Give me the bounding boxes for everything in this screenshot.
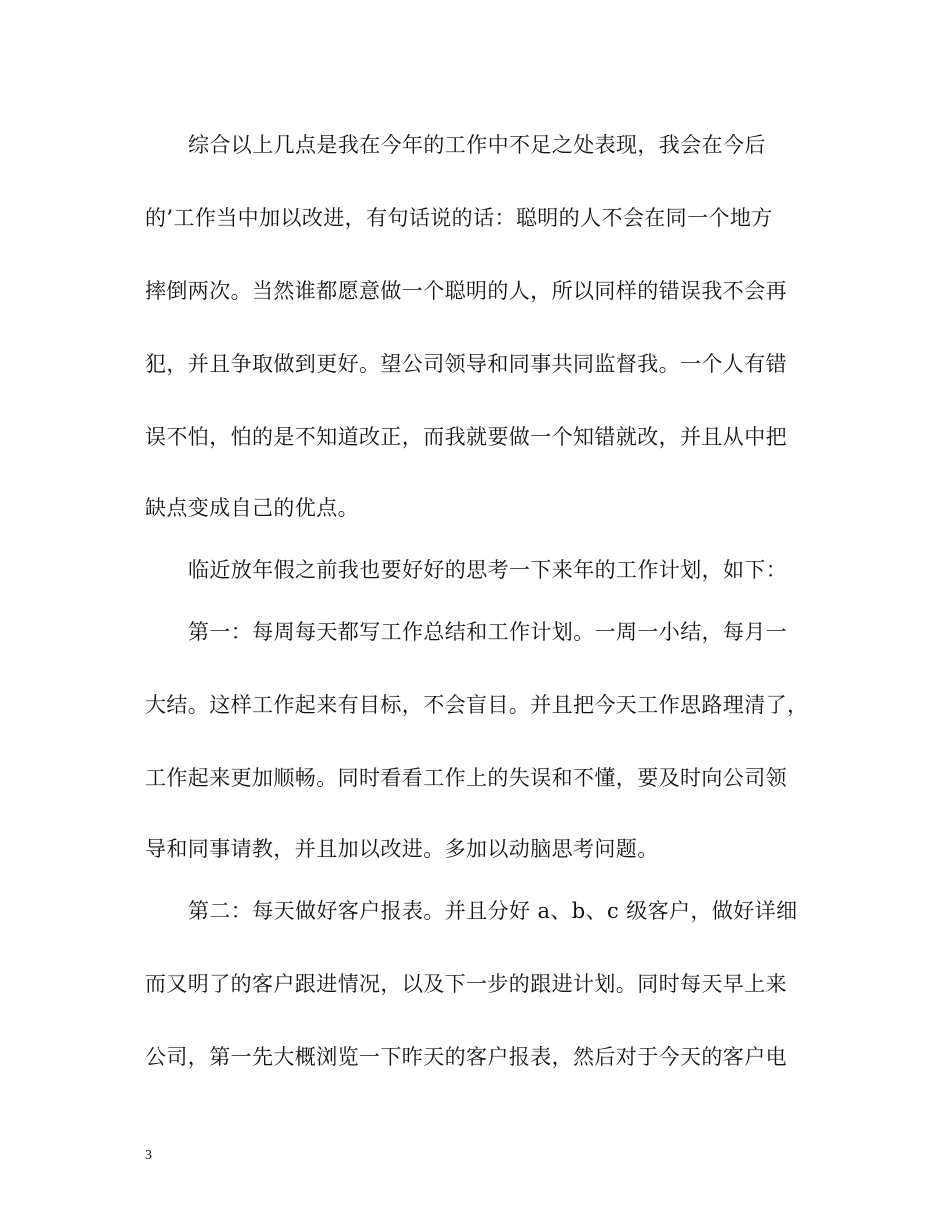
paragraph-line: 第二：每天做好客户报表。并且分好 a、b、c 级客户，做好详细 [188, 899, 798, 923]
paragraph-line: 而又明了的客户跟进情况，以及下一步的跟进计划。同时每天早上来 [145, 972, 787, 996]
paragraph-line: 的’工作当中加以改进，有句话说的话：聪明的人不会在同一个地方 [145, 206, 773, 230]
paragraph-line: 缺点变成自己的优点。 [145, 496, 359, 520]
paragraph-line: 误不怕，怕的是不知道改正，而我就要做一个知错就改，并且从中把 [145, 425, 787, 449]
paragraph-line: 临近放年假之前我也要好好的思考一下来年的工作计划，如下： [188, 558, 788, 582]
paragraph-line: 导和同事请教，并且加以改进。多加以动脑思考问题。 [145, 837, 659, 861]
paragraph-line: 第一：每周每天都写工作总结和工作计划。一周一小结，每月一 [188, 620, 788, 644]
paragraph-line: 工作起来更加顺畅。同时看看工作上的失误和不懂，要及时向公司领 [145, 766, 787, 790]
paragraph-line: 公司，第一先大概浏览一下昨天的客户报表，然后对于今天的客户电 [145, 1045, 787, 1069]
paragraph-line: 犯，并且争取做到更好。望公司领导和同事共同监督我。一个人有错 [145, 352, 787, 376]
page-number: 3 [145, 1148, 152, 1163]
paragraph-line: 摔倒两次。当然谁都愿意做一个聪明的人，所以同样的错误我不会再 [145, 279, 787, 303]
paragraph-line: 大结。这样工作起来有目标，不会盲目。并且把今天工作思路理清了， [145, 693, 809, 717]
paragraph-line: 综合以上几点是我在今年的工作中不足之处表现，我会在今后 [188, 133, 766, 157]
